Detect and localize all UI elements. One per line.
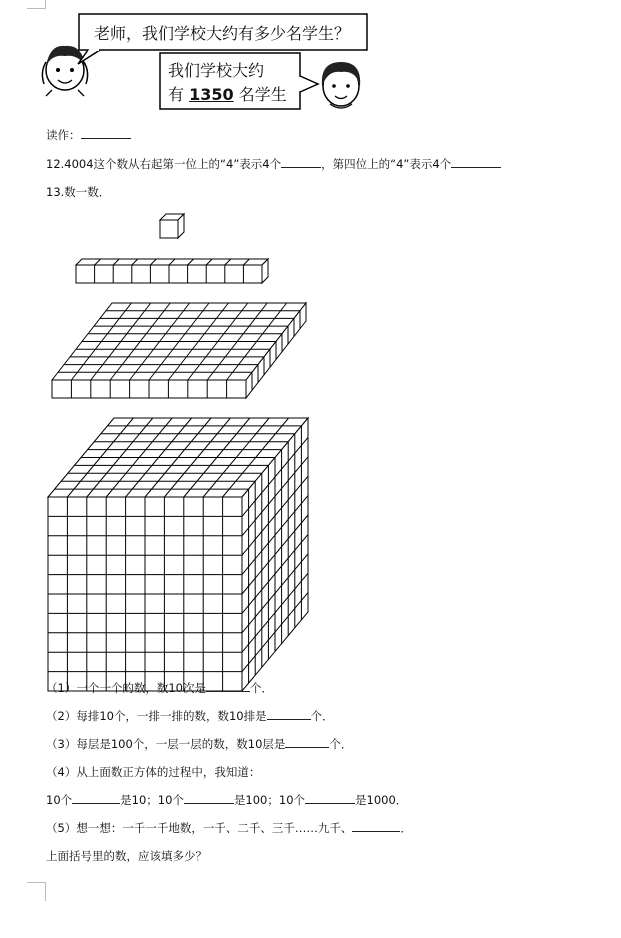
sub-question-1 [46,680,273,696]
thousand-cube-icon [48,418,308,691]
sub4-b: 是10；10个 [120,793,184,807]
sub5-text: （5）想一想：一千一千地数，一千、二千、三千……九千、 [46,821,353,835]
final-question: 上面括号里的数，应该填多少？ [46,849,207,863]
read-as-label: 读作： [46,128,81,142]
teacher-speech-line1: 我们学校大约 [168,61,265,80]
sub1-end: 个． [249,681,273,695]
ten-rod-icon [76,259,268,283]
sub5-end: ． [400,821,412,835]
question-13-title: 13.数一数． [46,185,111,199]
sub-question-5 [46,820,412,836]
single-cube-icon [160,214,184,238]
teacher-number: 1350 [189,85,234,104]
sub2-text: （2）每排10个，一排一排的数，数10排是 [46,709,267,723]
sub4-c: 是100；10个 [233,793,306,807]
q12-part1: 12.4004这个数从右起第一位上的“4”表示4个 [46,157,282,171]
sub4-blank-1[interactable] [72,793,120,804]
student-speech-text: 老师，我们学校大约有多少名学生？ [94,24,351,43]
sub-question-3 [46,736,352,752]
sub3-blank[interactable] [285,737,329,748]
sub2-end: 个． [310,709,334,723]
sub-question-4: （4）从上面数正方体的过程中，我知道： [46,765,261,779]
teacher-suffix: 名学生 [238,85,287,104]
q12-blank-2[interactable] [451,157,501,168]
hundred-flat-icon [52,303,306,398]
sub2-blank[interactable] [267,709,311,720]
sub3-text: （3）每层是100个，一层一层的数，数10层是 [46,737,286,751]
sub3-end: 个． [329,737,353,751]
question-12 [46,156,501,172]
read-as-line [46,127,131,143]
student-girl-icon [42,46,87,96]
sub4-blank-3[interactable] [305,793,355,804]
sub4-blank-2[interactable] [184,793,234,804]
q12-blank-1[interactable] [281,157,321,168]
sub-question-2 [46,708,334,724]
sub5-blank[interactable] [352,821,400,832]
teacher-woman-icon [322,62,360,108]
teacher-speech-line2 [168,82,287,105]
read-as-blank[interactable] [81,128,131,139]
sub4-a: 10个 [46,793,73,807]
sub1-text: （1）一个一个的数，数10次是 [46,681,206,695]
sub4-d: 是1000． [355,793,408,807]
teacher-prefix: 有 [168,85,185,104]
q12-part2: ，第四位上的“4”表示4个 [321,157,452,171]
sub1-blank[interactable] [206,681,250,692]
sub-question-4-fill [46,792,407,808]
counting-blocks-figure [48,214,308,691]
